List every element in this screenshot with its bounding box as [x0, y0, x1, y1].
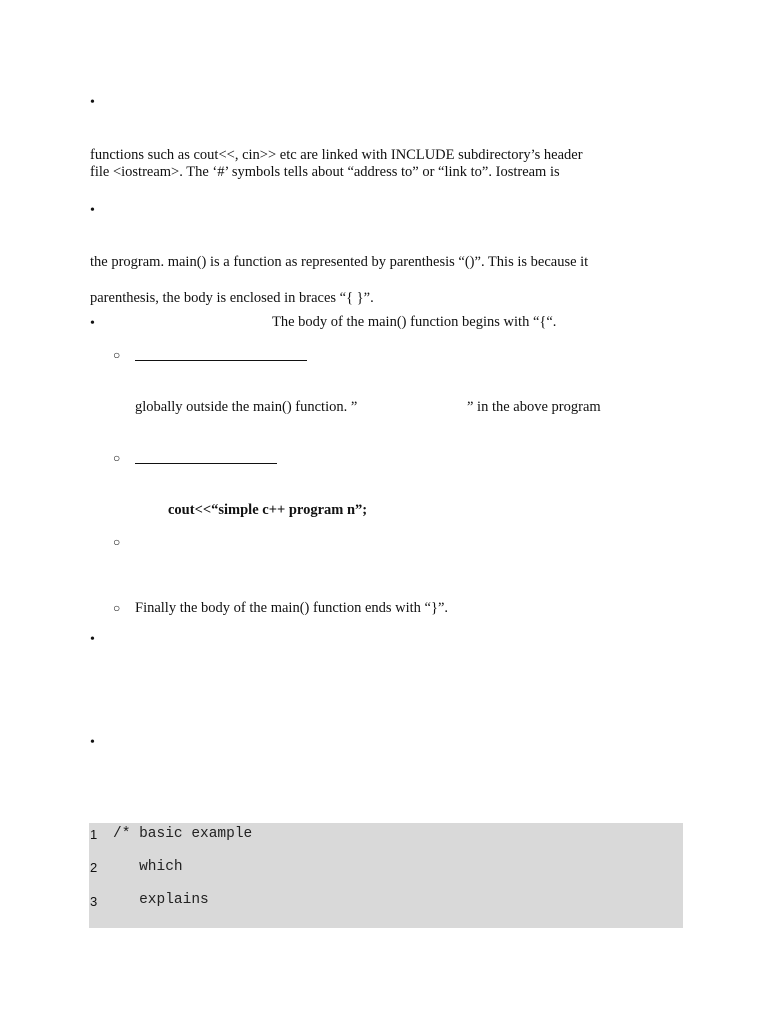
- line-number: 1: [90, 827, 98, 842]
- bullet-marker: •: [90, 95, 95, 110]
- code-line: which: [113, 859, 183, 875]
- line-number: 3: [90, 894, 98, 909]
- sub-item-1-text: globally outside the main() function. ”: [135, 399, 358, 415]
- sub-bullet-marker: ○: [113, 601, 121, 615]
- bullet-marker: •: [90, 203, 95, 218]
- bullet-marker: •: [90, 632, 95, 647]
- blank-underline: [135, 463, 277, 464]
- code-block: [89, 823, 683, 928]
- sub-item-1-tail: ” in the above program: [467, 399, 601, 415]
- line-number: 2: [90, 860, 98, 875]
- code-statement: cout<<“simple c++ program n”;: [168, 502, 368, 518]
- bullet-marker: •: [90, 316, 95, 331]
- blank-underline: [135, 360, 307, 361]
- code-line: explains: [113, 892, 209, 908]
- paragraph-2-line-1: the program. main() is a function as represented by parenthesis “()”. This is because it: [90, 254, 589, 270]
- sub-bullet-marker: ○: [113, 451, 121, 465]
- bullet-marker: •: [90, 735, 95, 750]
- paragraph-2-line-2: parenthesis, the body is enclosed in braces “{ }”.: [90, 290, 374, 306]
- sub-bullet-marker: ○: [113, 348, 121, 362]
- paragraph-1-line-1: functions such as cout<<, cin>> etc are linked with INCLUDE subdirectory’s header: [90, 147, 583, 163]
- code-line: /* basic example: [113, 826, 253, 842]
- sub-bullet-marker: ○: [113, 535, 121, 549]
- final-sub-item: Finally the body of the main() function ends with “}”.: [135, 600, 449, 616]
- paragraph-3: The body of the main() function begins with “{“.: [272, 314, 557, 330]
- paragraph-1-line-2: file <iostream>. The ‘#’ symbols tells about “address to” or “link to”. Iostream is: [90, 164, 560, 180]
